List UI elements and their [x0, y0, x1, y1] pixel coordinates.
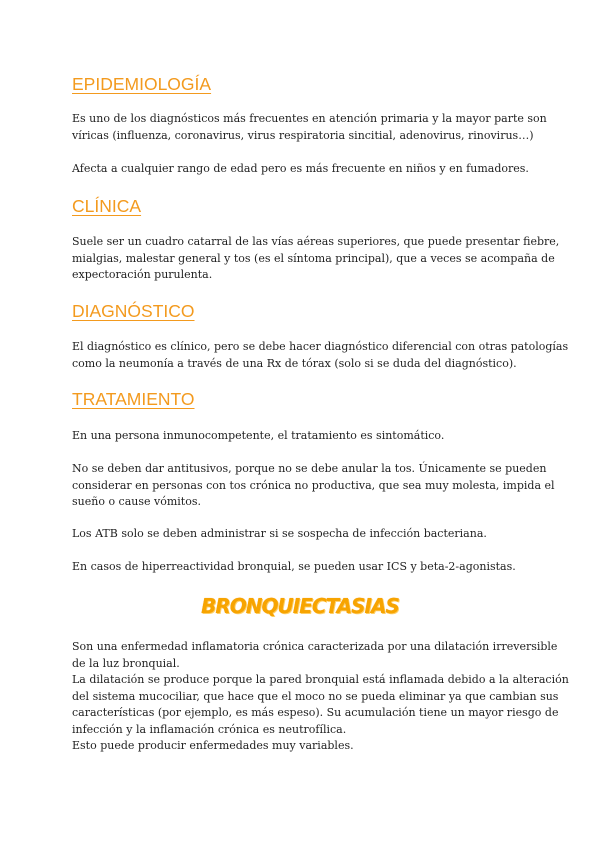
text-line: Afecta a cualquier rango de edad pero es más frecuente en niños y en fumadores.: [72, 162, 529, 175]
heading-diagnostico: DIAGNÓSTICO: [72, 301, 195, 321]
text-line: mialgias, malestar general y tos (es el síntoma principal), que a veces se acompaña de: [72, 251, 555, 265]
text-line: de la luz bronquial.: [72, 656, 180, 670]
text-line: En una persona inmunocompetente, el tratamiento es sintomático.: [72, 429, 445, 442]
heading-epidemiologia: EPIDEMIOLOGÍA: [72, 74, 212, 94]
text-line: como la neumonía a través de una Rx de tórax (solo si se duda del diagnóstico).: [72, 356, 517, 370]
text-line: sueño o cause vómitos.: [72, 495, 201, 508]
title-bronquiectasias: BRONQUIECTASIAS: [201, 594, 399, 618]
text-line: Los ATB solo se deben administrar si se sospecha de infección bacteriana.: [72, 527, 487, 540]
text-line: del sistema mucociliar, que hace que el moco no se pueda eliminar ya que cambian sus: [72, 689, 559, 703]
paragraph-diagnostico-1: [72, 339, 569, 372]
paragraph-tratamiento-1: [72, 428, 532, 445]
paragraph-bronquiectasias: [72, 639, 569, 755]
paragraph-tratamiento-2: [72, 461, 555, 511]
text-line: Suele ser un cuadro catarral de las vías aéreas superiores, que puede presentar fiebre,: [72, 235, 560, 248]
text-line: Son una enfermedad inflamatoria crónica caracterizada por una dilatación irreversible: [72, 640, 558, 653]
paragraph-tratamiento-4: [72, 559, 532, 576]
text-line: El diagnóstico es clínico, pero se debe hacer diagnóstico diferencial con otras patologías: [72, 340, 569, 353]
paragraph-epidemiologia-1: [72, 111, 547, 144]
heading-tratamiento: TRATAMIENTO: [72, 389, 195, 409]
text-line: Es uno de los diagnósticos más frecuentes en atención primaria y la mayor parte son: [72, 112, 547, 125]
text-line: infección y la inflamación crónica es neutrofílica.: [72, 722, 347, 736]
paragraph-clinica-1: [72, 234, 560, 284]
text-line: En casos de hiperreactividad bronquial, se pueden usar ICS y beta-2-agonistas.: [72, 560, 516, 573]
text-line: La dilatación se produce porque la pared bronquial está inflamada debido a la alteración: [72, 673, 569, 686]
text-line: considerar en personas con tos crónica no productiva, que sea muy molesta, impida el: [72, 478, 555, 492]
paragraph-epidemiologia-2: [72, 161, 532, 178]
text-line: Esto puede producir enfermedades muy variables.: [72, 739, 354, 752]
text-line: expectoración purulenta.: [72, 268, 213, 281]
paragraph-tratamiento-3: [72, 526, 532, 543]
text-line: No se deben dar antitusivos, porque no se debe anular la tos. Únicamente se pueden: [72, 462, 547, 475]
text-line: víricas (influenza, coronavirus, virus respiratoria sincitial, adenovirus, rinovirus…): [72, 128, 534, 142]
text-line: características (por ejemplo, es más espeso). Su acumulación tiene un mayor riesgo de: [72, 706, 559, 719]
heading-clinica: CLÍNICA: [72, 196, 142, 216]
